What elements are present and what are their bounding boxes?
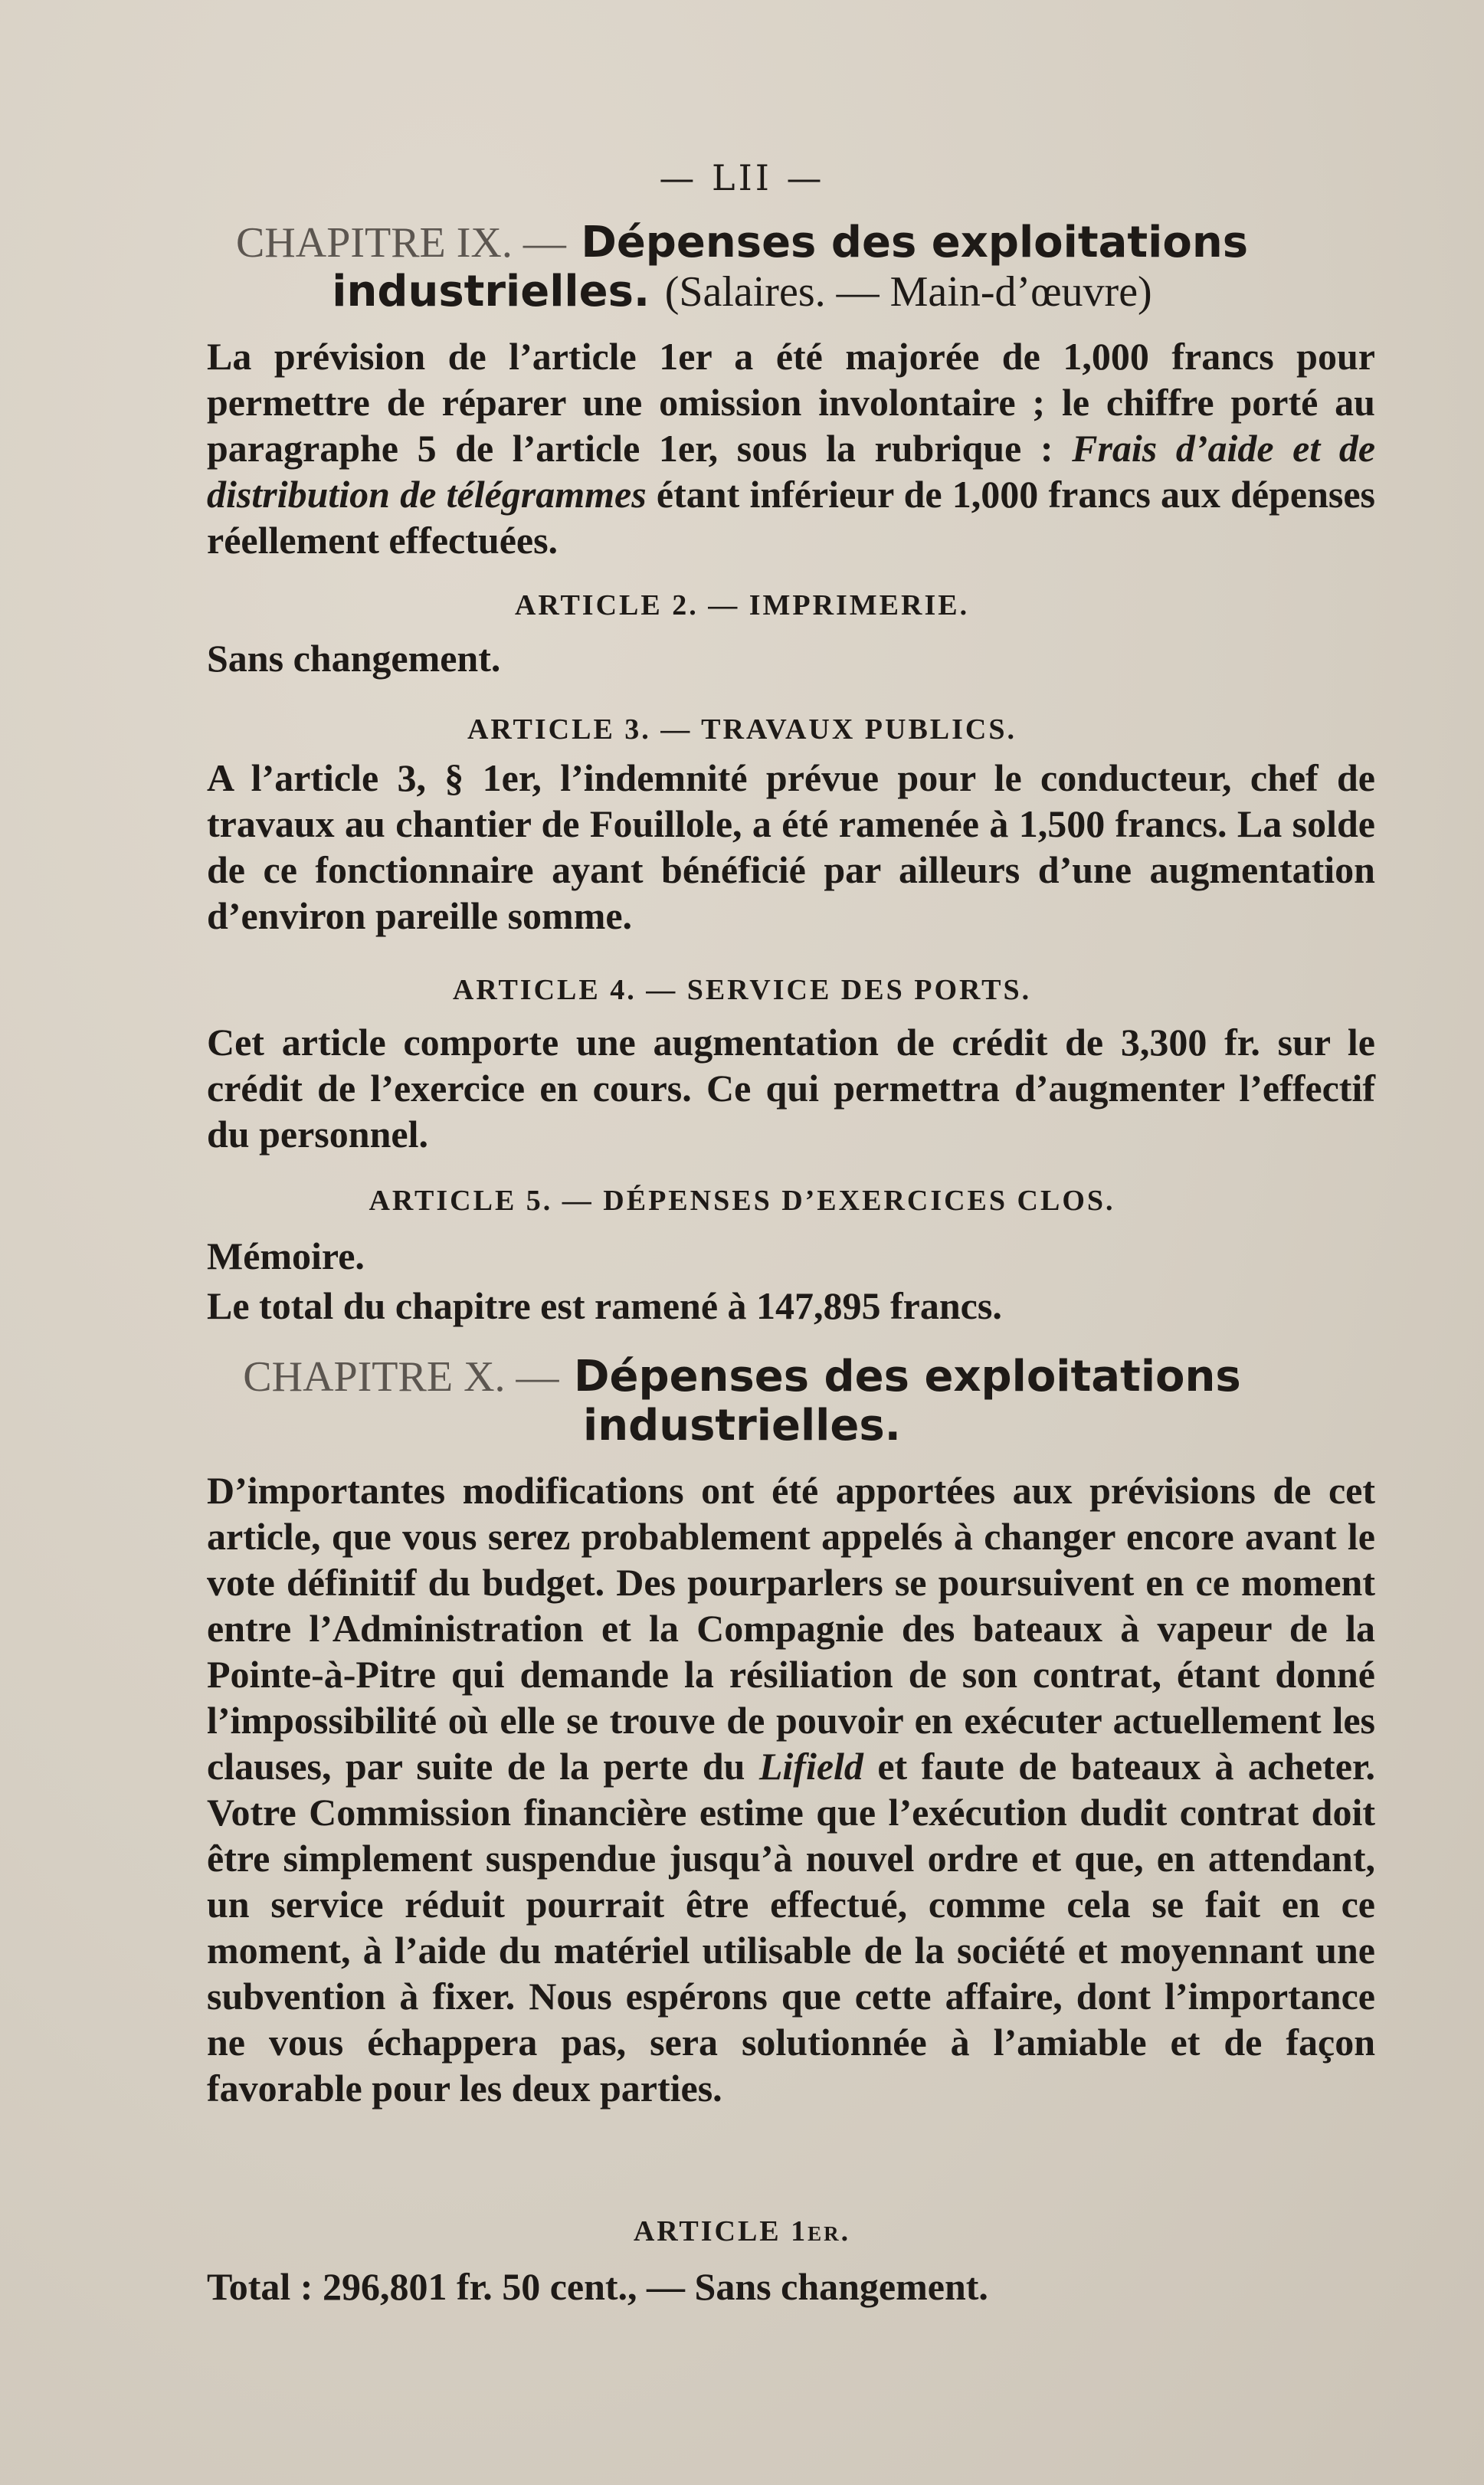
article-5-heading: ARTICLE 5. — DÉPENSES D’EXERCICES CLOS. bbox=[369, 1185, 1115, 1217]
chapter-9-subtitle: (Salaires. — Main-d’œuvre) bbox=[664, 268, 1152, 316]
chapter-9-total: Le total du chapitre est ramené à 147,895 francs. bbox=[207, 1284, 1002, 1327]
rubric-italic: Frais d’aide et de distribution de télégrammes bbox=[207, 427, 1376, 516]
chapter-10-title-2: industrielles. bbox=[583, 1401, 901, 1451]
chapter-10-title: Dépenses des exploitations bbox=[574, 1352, 1241, 1402]
chapter-9-heading bbox=[0, 218, 1484, 316]
article-1-heading: ARTICLE 1er. bbox=[633, 2215, 851, 2247]
article-3-heading: ARTICLE 3. — TRAVAUX PUBLICS. bbox=[467, 713, 1017, 746]
article-2-text: Sans changement. bbox=[207, 637, 501, 680]
paragraph-ch9-art1 bbox=[207, 333, 1375, 563]
chapter-9-title: Dépenses des exploitations bbox=[581, 218, 1249, 267]
paragraph-text: D’importantes modifications ont été apportées aux prévisions de cet article, que vous serez probablement appelés à changer encore avant le vote définitif du budget. Des pourparlers se poursuivent en ce moment entre l’Administration et la Compagnie des bateaux à vapeur de la Pointe-à-Pitre qui demande la résiliation de son contrat, étant donné l’impossibilité où elle se trouve de pouvoir en exécuter actuellement les clauses, par suite de la perte du bbox=[207, 1469, 1375, 1788]
paragraph-text: étant inférieur de 1,000 francs aux dépenses réellement effectuées. bbox=[207, 473, 1375, 562]
article-2-heading: ARTICLE 2. — IMPRIMERIE. bbox=[514, 589, 970, 621]
chapter-10-total: Total : 296,801 fr. 50 cent., — Sans changement. bbox=[207, 2265, 988, 2308]
article-4-text: Cet article comporte une augmentation de crédit de 3,300 fr. sur le crédit de l’exercice en cours. Ce qui permettra d’augmenter l’effectif du personnel. bbox=[207, 1021, 1375, 1156]
paragraph-text: La prévision de l’article 1er a été majorée de 1,000 francs pour permettre de réparer une omission involontaire ; le chiffre porté au paragraphe 5 de l’article 1er, sous la rubrique : bbox=[207, 335, 1375, 470]
article-4-heading: ARTICLE 4. — SERVICE DES PORTS. bbox=[452, 974, 1032, 1006]
paragraph-text: et faute de bateaux à acheter. Votre Commission financière estime que l’exécution dudit contrat doit être simplement suspendue jusqu’à nouvel ordre et que, en attendant, un service réduit pourrait être effectué, comme cela se fait en ce moment, à l’aide du matériel utilisable de la société et moyennant une subvention à fixer. Nous espérons que cette affaire, dont l’importance ne vous échappera pas, sera solutionnée à l’amiable et de façon favorable pour les deux parties. bbox=[207, 1745, 1375, 2110]
paragraph-ch10 bbox=[207, 1467, 1375, 2111]
article-5-text: Mémoire. bbox=[207, 1234, 365, 1277]
chapter-10-label: CHAPITRE X. — bbox=[243, 1353, 559, 1401]
chapter-10-heading bbox=[0, 1352, 1484, 1451]
page-number: — LII — bbox=[659, 157, 825, 198]
ship-name-italic: Lifield bbox=[758, 1745, 863, 1788]
chapter-9-label: CHAPITRE IX. — bbox=[235, 219, 566, 267]
article-3-text: A l’article 3, § 1er, l’indemnité prévue pour le conducteur, chef de travaux au chantier de Fouillole, a été ramenée à 1,500 francs. La solde de ce fonctionnaire ayant bénéficié par ailleurs d’une augmentation d’environ pareille somme. bbox=[207, 756, 1375, 937]
chapter-9-title-2: industrielles. bbox=[332, 267, 650, 316]
